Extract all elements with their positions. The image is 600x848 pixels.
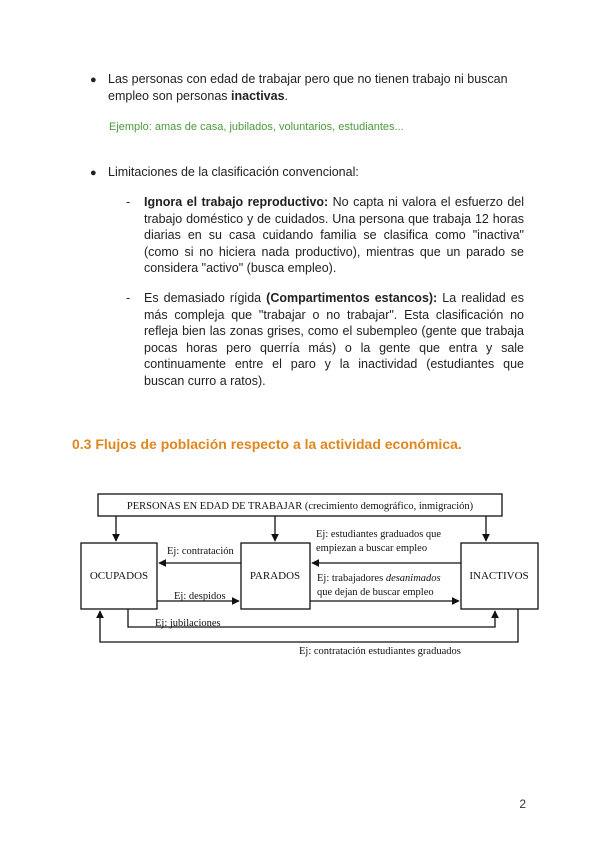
bold-inactivas: inactivas: [231, 89, 285, 103]
label-estudiantes-2: empiezan a buscar empleo: [316, 543, 428, 554]
inactivos-label: INACTIVOS: [469, 570, 529, 582]
bullet-dot-icon: ●: [90, 74, 97, 86]
example-text: Ejemplo: amas de casa, jubilados, voluntarios, estudiantes...: [109, 121, 404, 133]
limitation-text-1: Ignora el trabajo reproductivo: No capta ni valora el esfuerzo del trabajo doméstico y de cuidados. Una persona que trabaja 12 horas diarias en su casa cuidando familia se clasifica como "inactiva" (como si no hiciera nada productivo), mientras que un parado se considera "activo" (busca empleo).: [144, 195, 525, 276]
ocupados-label: OCUPADOS: [89, 570, 149, 582]
limitation-text-2: Es demasiado rígida (Compartimentos estancos): La realidad es más compleja que "trabajar o no trabajar". Esta clasificación no refleja bien las zonas grises, como el subempleo (gente que trabaja pocas horas pero querría más) o la gente que entra y sale continuamente entre el paro y la inactividad (estudiantes que buscan curro a ratos).: [144, 291, 524, 388]
label-estudiantes-1: Ej: estudiantes graduados que: [316, 529, 442, 540]
bullet-inactivas-text: Las personas con edad de trabajar pero que no tienen trabajo ni buscan empleo son personas inactivas.: [108, 72, 508, 103]
bullet-limitaciones-text: Limitaciones de la clasificación convencional:: [108, 165, 359, 179]
label-contratacion-graduados: Ej: contratación estudiantes graduados: [299, 646, 461, 657]
label-despidos: Ej: despidos: [174, 591, 226, 602]
page-number: 2: [519, 797, 526, 811]
label-contratacion: Ej: contratación: [167, 546, 234, 557]
parados-label: PARADOS: [249, 570, 301, 582]
label-desanimados-2: que dejan de buscar empleo: [317, 587, 434, 598]
bullet-dot-icon: ●: [90, 167, 97, 179]
section-title: 0.3 Flujos de población respecto a la actividad económica.: [72, 436, 462, 452]
dash-marker: -: [126, 291, 131, 305]
dash-marker: -: [126, 195, 131, 209]
label-jubilaciones: Ej: jubilaciones: [155, 618, 221, 629]
top-box-label: PERSONAS EN EDAD DE TRABAJAR (crecimiento demográfico, inmigración): [126, 501, 474, 512]
label-desanimados-1: Ej: trabajadores desanimados: [317, 573, 441, 584]
